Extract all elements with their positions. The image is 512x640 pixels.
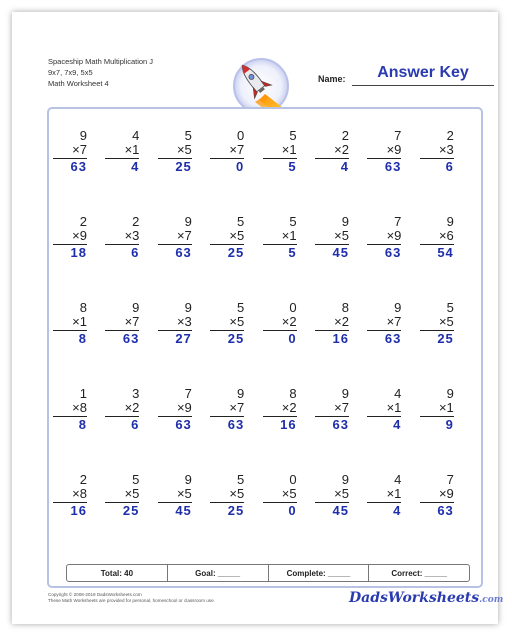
- problem-answer: 0: [288, 331, 297, 346]
- problem-top-number: 0: [289, 472, 297, 487]
- problem-answer: 54: [437, 245, 454, 260]
- worksheet-header-info: [48, 56, 153, 89]
- problem-top-number: 7: [394, 214, 402, 229]
- problem-top-number: 4: [394, 386, 402, 401]
- problem-multiplier: ×5: [281, 486, 297, 501]
- problem-answer: 8: [78, 417, 87, 432]
- problem-multiplier: ×7: [72, 142, 87, 157]
- problem: [269, 301, 297, 346]
- name-line: [352, 85, 494, 86]
- problem-top-number: 5: [236, 214, 245, 229]
- problem: [269, 215, 297, 260]
- problem-multiplier: ×7: [229, 400, 245, 415]
- problem-top-number: 8: [79, 300, 87, 315]
- problem-answer: 16: [332, 331, 349, 346]
- problem-multiplier: ×9: [438, 486, 454, 501]
- problem-multiplier: ×9: [386, 142, 402, 157]
- problem-top-number: 8: [341, 300, 349, 315]
- problem-multiplier: ×2: [124, 400, 140, 415]
- worksheet-subtitle: Math Worksheet 4: [48, 79, 109, 88]
- problem-multiplier: ×7: [124, 314, 140, 329]
- problem-answer: 63: [332, 417, 349, 432]
- problem-multiplier: ×1: [124, 142, 140, 157]
- problem: [59, 473, 87, 518]
- problem: [59, 129, 87, 174]
- problem-answer: 6: [131, 417, 140, 432]
- problem: [164, 215, 192, 260]
- problem-top-number: 7: [394, 128, 402, 143]
- problem: [426, 129, 454, 174]
- problem: [111, 473, 139, 518]
- problem-answer: 63: [70, 159, 87, 174]
- problem-answer: 25: [227, 503, 245, 518]
- problem-top-number: 7: [184, 386, 192, 401]
- problem: [216, 301, 244, 346]
- score-bar: [66, 564, 470, 582]
- problem-top-number: 9: [79, 128, 87, 143]
- name-label: Name:: [318, 74, 346, 84]
- problem-top-number: 3: [132, 386, 140, 401]
- problem: [269, 473, 297, 518]
- problem-multiplier: ×9: [386, 228, 402, 243]
- problem-top-number: 2: [446, 128, 454, 143]
- problem-multiplier: ×7: [334, 400, 349, 415]
- problem-answer: 27: [175, 331, 192, 346]
- problem: [59, 387, 87, 432]
- problem-top-number: 5: [184, 128, 192, 143]
- problem: [164, 473, 192, 518]
- problem-multiplier: ×7: [176, 228, 192, 243]
- problem-answer: 4: [340, 159, 349, 174]
- problem-multiplier: ×7: [229, 142, 245, 157]
- problem-answer: 25: [437, 331, 454, 346]
- problem: [426, 215, 454, 260]
- problem-multiplier: ×5: [229, 228, 245, 243]
- problem-top-number: 2: [132, 214, 140, 229]
- problem-top-number: 9: [446, 214, 454, 229]
- problem-multiplier: ×5: [229, 314, 245, 329]
- problem: [321, 215, 349, 260]
- problem-top-number: 9: [394, 300, 402, 315]
- brand-name: DadsWorksheets: [349, 590, 480, 606]
- problem-answer: 45: [332, 503, 349, 518]
- copyright-text: Copyright © 2008-2019 DadsWorksheets.com: [48, 592, 142, 597]
- problem: [59, 301, 87, 346]
- footer-legal: [48, 592, 215, 604]
- problem-multiplier: ×5: [176, 142, 192, 157]
- problem-multiplier: ×1: [386, 400, 402, 415]
- problem-top-number: 0: [289, 300, 297, 315]
- problem-answer: 0: [288, 503, 297, 518]
- worksheet-page: [12, 12, 504, 624]
- problem-answer: 63: [227, 417, 245, 432]
- problem-multiplier: ×7: [386, 314, 402, 329]
- problem-multiplier: ×9: [176, 400, 192, 415]
- problem-answer: 25: [227, 331, 245, 346]
- problem-answer: 63: [175, 417, 192, 432]
- problem-answer: 8: [78, 331, 87, 346]
- problem: [111, 387, 139, 432]
- problem-multiplier: ×5: [334, 486, 349, 501]
- problem-top-number: 2: [79, 214, 87, 229]
- problem: [321, 473, 349, 518]
- brand-suffix: .com: [479, 595, 504, 605]
- problem-answer: 63: [384, 331, 402, 346]
- problem-top-number: 9: [132, 300, 140, 315]
- problem: [164, 301, 192, 346]
- problem: [216, 387, 244, 432]
- problem-multiplier: ×1: [438, 400, 454, 415]
- problem-answer: 6: [445, 159, 454, 174]
- problems-panel: [47, 107, 483, 588]
- problem-answer: 63: [437, 503, 454, 518]
- problem: [216, 129, 244, 174]
- problem-answer: 9: [445, 417, 454, 432]
- problem: [426, 473, 454, 518]
- problem-multiplier: ×5: [176, 486, 192, 501]
- problem-answer: 5: [288, 159, 297, 174]
- problem: [426, 301, 454, 346]
- problem: [321, 387, 349, 432]
- problem: [373, 215, 401, 260]
- problem-multiplier: ×8: [72, 400, 87, 415]
- problem: [111, 129, 139, 174]
- problem-top-number: 9: [184, 214, 192, 229]
- total-count: Total: 40: [67, 565, 168, 581]
- problem: [111, 301, 139, 346]
- problem: [373, 473, 401, 518]
- problem: [164, 129, 192, 174]
- problem: [321, 129, 349, 174]
- problem: [373, 387, 401, 432]
- problem: [426, 387, 454, 432]
- problem-multiplier: ×3: [176, 314, 192, 329]
- problem-multiplier: ×2: [281, 400, 297, 415]
- problem: [216, 215, 244, 260]
- problem-answer: 16: [280, 417, 297, 432]
- problem-multiplier: ×2: [334, 142, 349, 157]
- problem-multiplier: ×2: [281, 314, 297, 329]
- usage-notice: These Math Worksheets are provided for personal, homeschool or classroom use.: [48, 598, 215, 603]
- problem-answer: 6: [131, 245, 140, 260]
- complete-field: Complete: _____: [269, 565, 370, 581]
- answer-key-label: Answer Key: [377, 64, 469, 81]
- problem: [164, 387, 192, 432]
- problem-multiplier: ×1: [281, 228, 297, 243]
- problem-multiplier: ×2: [334, 314, 349, 329]
- problem-top-number: 2: [79, 472, 87, 487]
- problem-multiplier: ×5: [229, 486, 245, 501]
- worksheet-facts: 9x7, 7x9, 5x5: [48, 68, 93, 77]
- problem-top-number: 8: [289, 386, 297, 401]
- problem-multiplier: ×1: [281, 142, 297, 157]
- problem-top-number: 0: [236, 128, 245, 143]
- problem-top-number: 5: [236, 300, 245, 315]
- problem: [269, 387, 297, 432]
- problem-top-number: 9: [341, 386, 349, 401]
- problem-answer: 45: [332, 245, 349, 260]
- problem-answer: 18: [70, 245, 87, 260]
- goal-field: Goal: _____: [168, 565, 269, 581]
- worksheet-title: Spaceship Math Multiplication J: [48, 57, 154, 66]
- problem-answer: 4: [393, 417, 402, 432]
- problem-answer: 63: [384, 159, 402, 174]
- problem-top-number: 5: [446, 300, 454, 315]
- problem: [269, 129, 297, 174]
- problem-top-number: 5: [289, 128, 297, 143]
- problem-multiplier: ×3: [438, 142, 454, 157]
- problem-multiplier: ×5: [334, 228, 349, 243]
- correct-field: Correct: _____: [391, 568, 447, 578]
- problem-top-number: 9: [341, 472, 349, 487]
- problem-top-number: 2: [341, 128, 349, 143]
- problem-multiplier: ×5: [124, 486, 140, 501]
- problem-multiplier: ×3: [124, 228, 140, 243]
- problem-answer: 45: [175, 503, 192, 518]
- problem-top-number: 4: [394, 472, 402, 487]
- problem-top-number: 9: [236, 386, 245, 401]
- problem-top-number: 7: [446, 472, 454, 487]
- problem-answer: 25: [227, 245, 245, 260]
- problem-multiplier: ×5: [438, 314, 454, 329]
- problem-multiplier: ×6: [438, 228, 454, 243]
- problem-answer: 0: [235, 159, 245, 174]
- problem-top-number: 9: [446, 386, 454, 401]
- problem-multiplier: ×9: [72, 228, 87, 243]
- problem-answer: 4: [393, 503, 402, 518]
- problem-answer: 63: [175, 245, 192, 260]
- problem: [373, 301, 401, 346]
- problem-answer: 63: [384, 245, 402, 260]
- problem: [111, 215, 139, 260]
- problem-multiplier: ×8: [72, 486, 87, 501]
- problem: [373, 129, 401, 174]
- problem: [216, 473, 244, 518]
- problem-top-number: 5: [289, 214, 297, 229]
- problem-top-number: 4: [132, 128, 140, 143]
- problem-top-number: 9: [341, 214, 349, 229]
- problem-answer: 25: [175, 159, 192, 174]
- problem-top-number: 1: [79, 386, 87, 401]
- problem: [321, 301, 349, 346]
- problem-answer: 25: [122, 503, 140, 518]
- problem-multiplier: ×1: [386, 486, 402, 501]
- problem-answer: 16: [70, 503, 87, 518]
- problem-answer: 4: [131, 159, 140, 174]
- problem: [59, 215, 87, 260]
- problem-top-number: 5: [236, 472, 245, 487]
- problem-top-number: 9: [184, 300, 192, 315]
- problem-answer: 5: [288, 245, 297, 260]
- problem-top-number: 5: [132, 472, 140, 487]
- brand-logo: [349, 590, 503, 606]
- problem-answer: 63: [122, 331, 140, 346]
- problem-top-number: 9: [184, 472, 192, 487]
- problem-multiplier: ×1: [72, 314, 87, 329]
